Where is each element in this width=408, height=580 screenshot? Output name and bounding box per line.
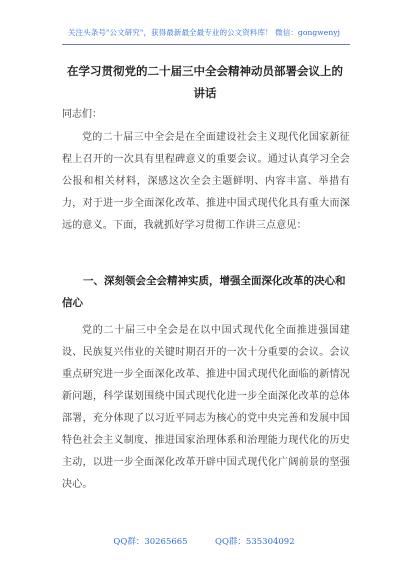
footer-qq-group-2: QQ群：535304092 (215, 537, 295, 547)
footer-contacts (0, 535, 408, 547)
paragraph-section-1: 党的二十届三中全会是在以中国式现代化全面推进强国建设、民族复兴伟业的关键时期召开的一次十分重要的会议。会议重点研究进一步全面深化改革、推进中国式现代化面临的新情况新问题，科学谋划围绕中国式现代化进一步全面深化改革的总体部署，充分体现了以习近平同志为核心的党中央完善和发展中国特色社会主义制度、推进国家治理体系和治理能力现代化的历史主动，以进一步全面深化改革开辟中国式现代化广阔前景的坚强决心。 (62, 325, 350, 490)
paragraph-intro: 党的二十届三中全会是在全面建设社会主义现代化国家新征程上召开的一次具有里程碑意义的重要会议。通过认真学习全会公报和相关材料，深感这次全会主题鲜明、内容丰富、举措有力，对于进一步全面深化改革、推进中国式现代化具有重大而深远的意义。下面，我就抓好学习贯彻工作讲三点意见： (62, 132, 350, 231)
document-title: 在学习贯彻党的二十届三中全会精神动员部署会议上的讲话 (67, 64, 343, 100)
section-heading-1: 一、深刻领会全会精神实质，增强全面深化改革的决心和信心 (62, 275, 346, 309)
footer-qq-group-1: QQ群：30265665 (113, 537, 188, 547)
salutation: 同志们： (62, 109, 102, 120)
promo-banner: 关注头条号"公文研究"，获得最新最全最专业的公文资料库！ 微信：gongwenyj (67, 28, 341, 37)
header-divider (62, 44, 350, 45)
